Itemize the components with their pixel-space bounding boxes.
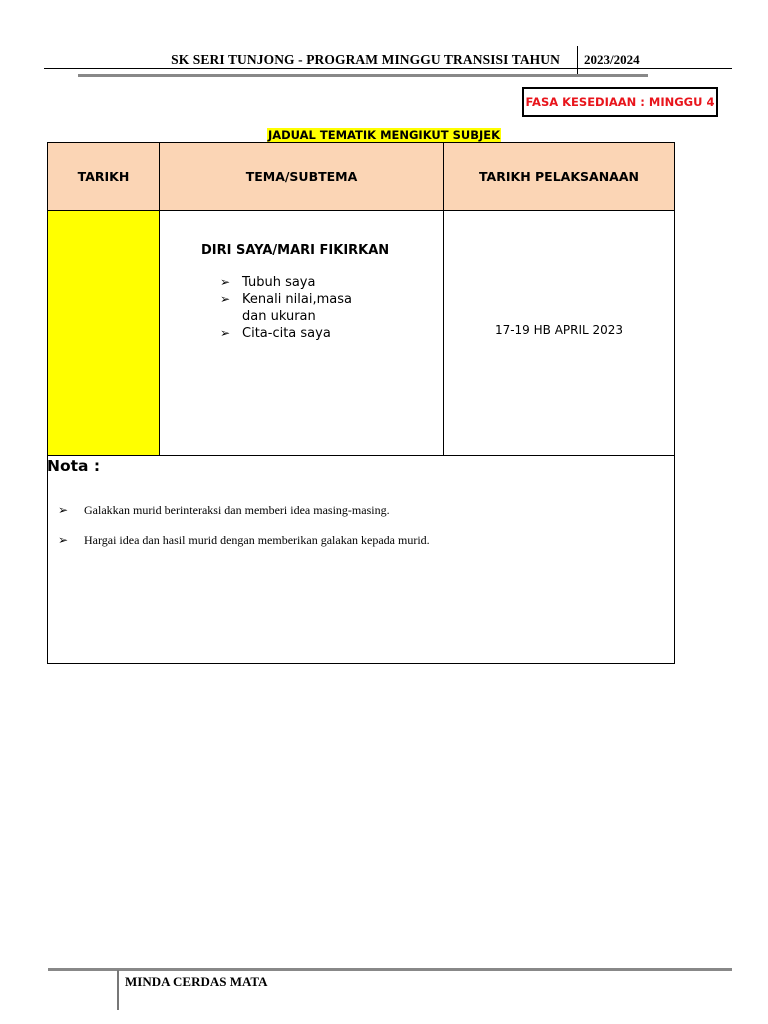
footer-divider	[117, 970, 119, 1010]
notes-title: Nota :	[47, 457, 101, 475]
subtitle-wrap	[0, 124, 768, 143]
list-item	[220, 325, 380, 342]
subtheme-text: Kenali nilai,masa dan ukuran	[242, 292, 352, 324]
subtheme-text: Cita-cita saya	[242, 326, 331, 341]
header-implementation-label: TARIKH PELAKSANAAN	[479, 169, 639, 184]
list-item	[58, 503, 430, 533]
header-divider	[577, 46, 578, 76]
date-cell	[48, 210, 159, 455]
header-rule-thin	[44, 68, 732, 69]
arrowhead-right-icon: ➢	[220, 292, 231, 306]
header-cell-theme	[160, 143, 443, 210]
implementation-date: 17-19 HB APRIL 2023	[494, 323, 624, 337]
phase-box	[522, 87, 718, 117]
header-title: SK SERI TUNJONG - PROGRAM MINGGU TRANSISI TAHUN	[171, 52, 560, 67]
arrowhead-right-icon: ➢	[220, 275, 231, 289]
header-rule-thick	[78, 74, 648, 77]
column-divider	[159, 143, 160, 456]
list-item	[58, 533, 430, 563]
list-item	[220, 274, 380, 291]
header-date-label: TARIKH	[77, 169, 130, 184]
column-divider	[443, 143, 444, 456]
header-year: 2023/2024	[584, 52, 640, 67]
note-text: Hargai idea dan hasil murid dengan memberikan galakan kepada murid.	[84, 533, 430, 547]
phase-label: FASA KESEDIAAN : MINGGU 4	[525, 95, 715, 109]
row-divider	[48, 210, 674, 211]
theme-title: DIRI SAYA/MARI FIKIRKAN	[201, 243, 390, 258]
footer-text: MINDA CERDAS MATA	[125, 974, 268, 989]
arrowhead-right-icon: ➢	[58, 533, 69, 547]
subtheme-text: Tubuh saya	[242, 275, 316, 290]
notes-divider	[48, 455, 674, 456]
arrowhead-right-icon: ➢	[220, 326, 231, 340]
table-subtitle: JADUAL TEMATIK MENGIKUT SUBJEK	[267, 128, 501, 142]
notes-list	[58, 503, 430, 563]
footer-rule	[48, 968, 732, 971]
arrowhead-right-icon: ➢	[58, 503, 69, 517]
subtheme-list	[220, 274, 380, 342]
header-cell-implementation	[444, 143, 674, 210]
note-text: Galakkan murid berinteraksi dan memberi idea masing-masing.	[84, 503, 390, 517]
list-item	[220, 291, 380, 325]
thematic-table	[47, 142, 675, 664]
header-theme-label: TEMA/SUBTEMA	[245, 169, 358, 184]
header-cell-date	[48, 143, 159, 210]
